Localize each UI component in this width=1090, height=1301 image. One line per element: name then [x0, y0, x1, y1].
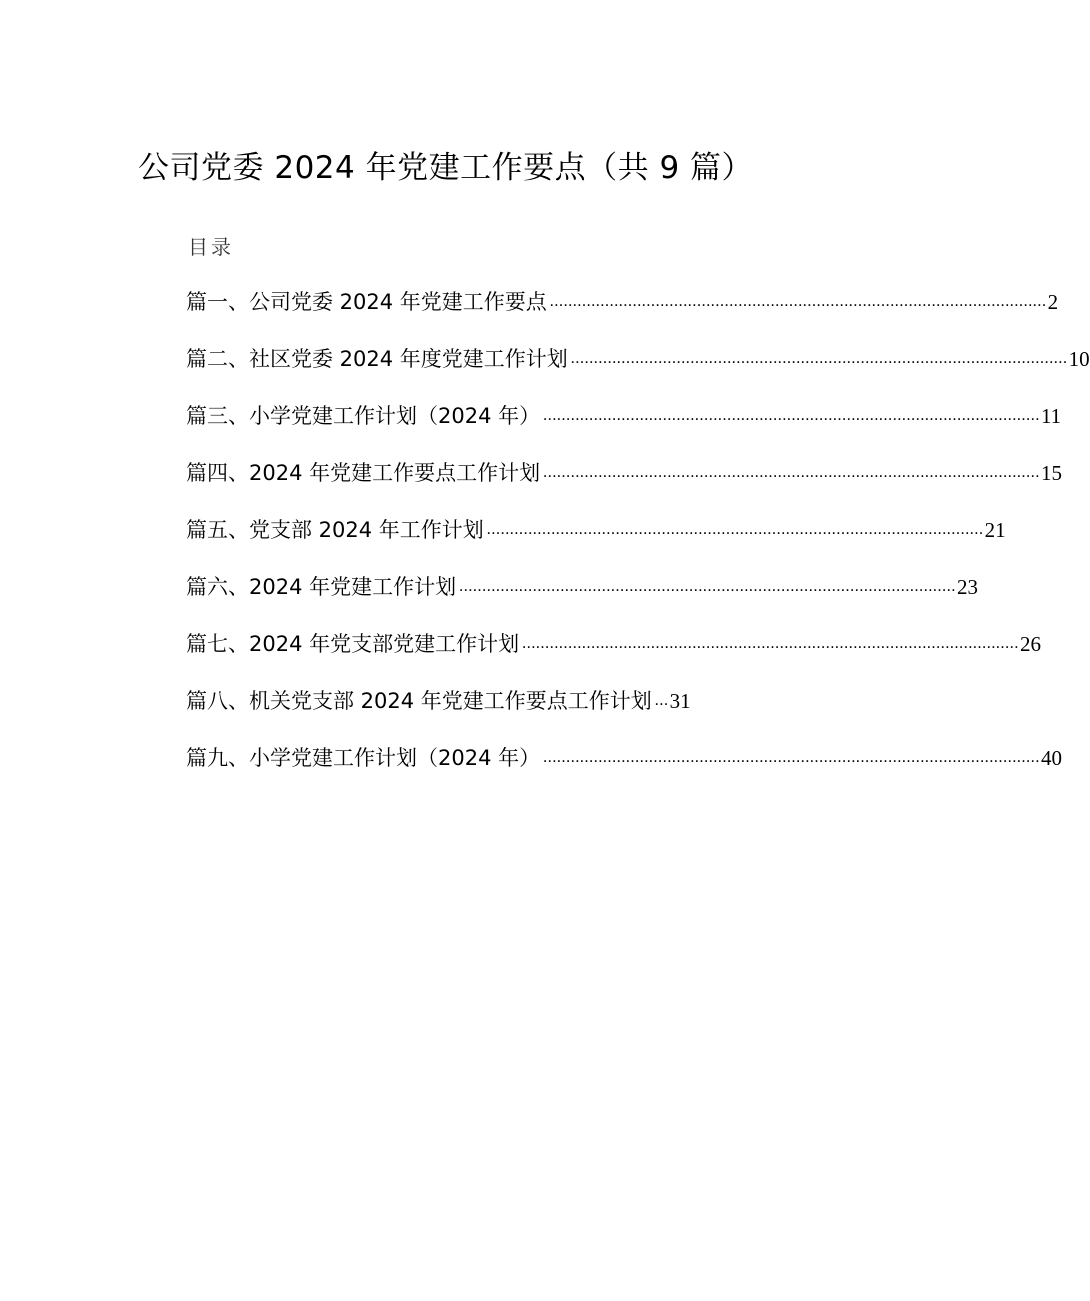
toc-page-number: 11	[1040, 404, 1062, 428]
toc-entry-6[interactable]	[186, 571, 978, 628]
toc-dot-leader: ...	[654, 692, 669, 709]
toc-page-number: 15	[1040, 461, 1062, 485]
toc-dot-leader: ............................................................................................................	[543, 749, 1040, 766]
toc-page-number: 31	[669, 689, 691, 713]
toc-dot-leader: ............................................................................................................	[486, 521, 984, 538]
toc-entry-4[interactable]	[186, 457, 1062, 514]
toc-page-number: 26	[1019, 632, 1041, 656]
toc-entry-label: 篇八、机关党支部 2024 年党建工作要点工作计划	[186, 689, 652, 713]
toc-page-number: 40	[1040, 746, 1062, 770]
toc-entry-label: 篇七、2024 年党支部党建工作计划	[186, 632, 520, 656]
toc-page-number: 10	[1068, 347, 1090, 371]
toc-page-number: 23	[956, 575, 978, 599]
toc-dot-leader: ............................................................................................................	[549, 293, 1047, 310]
document-title: 公司党委 2024 年党建工作要点（共 9 篇）	[138, 150, 754, 186]
toc-dot-leader: ............................................................................................................	[543, 464, 1040, 481]
toc-entry-3[interactable]	[186, 400, 1062, 457]
toc-entry-label: 篇二、社区党委 2024 年度党建工作计划	[186, 347, 568, 371]
table-of-contents	[186, 286, 1090, 799]
toc-dot-leader: ............................................................................................................	[522, 635, 1019, 652]
toc-dot-leader: ............................................................................................................	[570, 350, 1068, 367]
toc-page-number: 21	[984, 518, 1006, 542]
toc-entry-label: 篇一、公司党委 2024 年党建工作要点	[186, 290, 547, 314]
toc-dot-leader: ............................................................................................................	[543, 407, 1040, 424]
toc-heading: 目录	[188, 235, 234, 259]
toc-entry-2[interactable]	[186, 343, 1090, 400]
toc-entry-label: 篇五、党支部 2024 年工作计划	[186, 518, 484, 542]
toc-entry-label: 篇六、2024 年党建工作计划	[186, 575, 457, 599]
toc-entry-label: 篇九、小学党建工作计划（2024 年）	[186, 746, 541, 770]
toc-entry-9[interactable]	[186, 742, 1062, 799]
toc-dot-leader: ............................................................................................................	[459, 578, 956, 595]
toc-entry-1[interactable]	[186, 286, 1059, 343]
toc-page-number: 2	[1047, 290, 1059, 314]
toc-entry-8[interactable]	[186, 685, 726, 742]
toc-entry-label: 篇三、小学党建工作计划（2024 年）	[186, 404, 541, 428]
toc-entry-5[interactable]	[186, 514, 1006, 571]
toc-entry-label: 篇四、2024 年党建工作要点工作计划	[186, 461, 541, 485]
toc-entry-7[interactable]	[186, 628, 1041, 685]
